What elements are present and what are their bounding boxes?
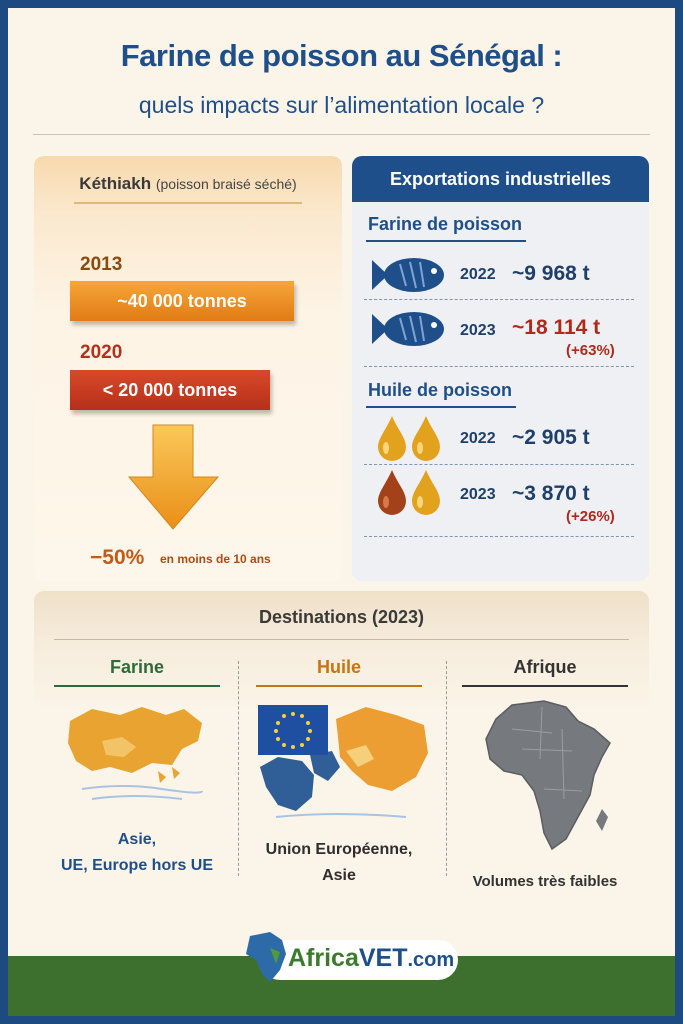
farine-title: Farine [109,657,165,677]
infographic [8,8,675,1016]
logo-africa: Africa [288,944,359,972]
oil-drop-icon [374,468,446,518]
meal-value-2023: ~18 114 t [512,316,601,339]
row-divider [364,536,634,537]
kethiakh-note: (poisson braisé séché) [155,176,297,192]
oil-year-2022: 2022 [460,430,496,447]
logo-text [288,944,454,973]
meal-year-2022: 2022 [460,266,496,283]
fish-meal-underline [366,240,526,242]
exports-panel [352,156,649,581]
oil-value-2023: ~3 870 t [512,482,590,505]
row-divider [364,464,634,465]
oil-drop-icon [374,414,446,464]
kethiakh-divider [74,202,302,204]
huile-dest-line1: Union Européenne, [265,841,413,858]
down-arrow-icon [126,421,222,533]
huile-underline [256,685,422,687]
row-divider [364,299,634,300]
huile-title: Huile [316,657,361,677]
farine-dest-line1: Asie, [117,831,157,848]
afrique-dest-line1: Volumes très faibles [472,873,618,890]
year-2013: 2013 [80,254,123,275]
logo-vet: VET [358,944,408,972]
huile-dest-line2: Asie [322,867,356,884]
oil-growth: (+26%) [566,508,615,525]
logo-domain: .com [407,949,455,971]
kethiakh-title: Kéthiakh [79,174,152,193]
destination-huile [246,649,432,899]
destinations-divider [54,639,629,640]
volume-bar-2013: ~40 000 tonnes [70,281,294,321]
fish-oil-underline [366,406,516,408]
meal-growth: (+63%) [566,342,615,359]
fish-oil-label: Huile de poisson [368,380,513,400]
title-divider [33,134,650,135]
oil-year-2023: 2023 [460,486,496,503]
column-divider [238,661,239,876]
africa-map-icon [482,699,622,859]
destinations-heading: Destinations (2023) [258,607,425,627]
row-divider [364,366,634,367]
africavet-logo [240,930,460,986]
fish-icon [370,254,450,296]
subtitle: quels impacts sur l’alimentation locale ? [138,92,545,118]
destinations-panel [34,591,649,911]
main-title: Farine de poisson au Sénégal : [120,38,563,73]
oil-value-2022: ~2 905 t [512,426,590,449]
farine-dest-line2: UE, Europe hors UE [60,857,214,874]
destination-afrique [452,649,638,899]
kethiakh-heading [34,174,342,194]
year-2020: 2020 [80,342,123,363]
afrique-title: Afrique [513,657,577,677]
destination-farine [44,649,230,899]
asia-map-icon [62,701,212,811]
volume-bar-2020: < 20 000 tonnes [70,370,270,410]
decline-percent: −50% [90,546,145,569]
column-divider [446,661,447,876]
exports-heading: Exportations industrielles [352,156,649,202]
fish-icon [370,308,450,350]
meal-year-2023: 2023 [460,322,496,339]
decline-note: en moins de 10 ans [160,552,271,566]
meal-value-2022: ~9 968 t [512,262,590,285]
afrique-underline [462,685,628,687]
kethiakh-panel [34,156,342,581]
fish-meal-label: Farine de poisson [368,214,523,234]
farine-underline [54,685,220,687]
eu-flag-icon [256,701,432,821]
